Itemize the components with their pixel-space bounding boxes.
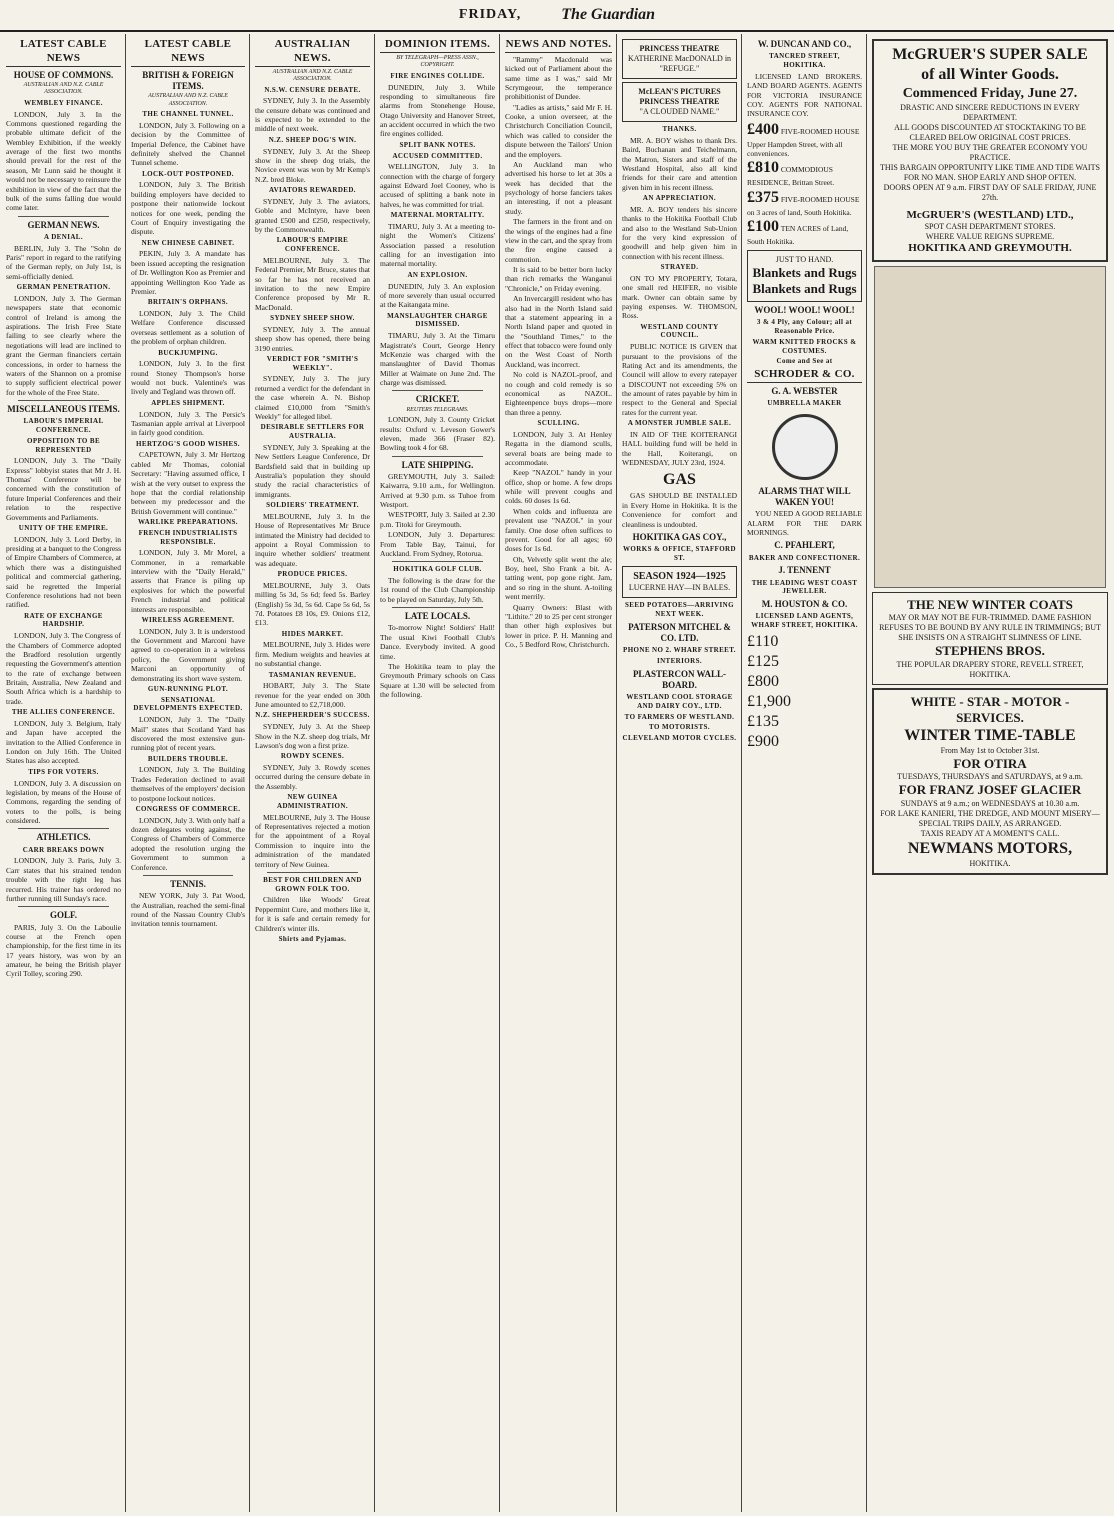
article-heading: LABOUR'S IMPERIAL CONFERENCE.: [23, 417, 104, 434]
otira-sub: TUESDAYS, THURSDAYS and SATURDAYS, at 9 a.m.: [897, 772, 1083, 782]
article-text: Quarry Owners: Blast with "Lithite." 20 to 25 per cent stronger than other high explosives but lower in price. P. H. Manning and Co., 5 Bedford Row, Christchurch.: [505, 602, 612, 649]
price: £375: [747, 188, 779, 206]
article-heading: RATE OF EXCHANGE HARDSHIP.: [24, 611, 103, 629]
divider: [392, 607, 483, 608]
coats-text: MAY OR MAY NOT BE FUR-TRIMMED. DAME FASHION REFUSES TO BE BOUND BY ANY RULE IN TRIMMINGS; BUT SHE INSISTS ON A STRAIGHT SLIMNESS OF LINE.: [879, 613, 1101, 643]
notice-heading: TO MOTORISTS.: [649, 723, 710, 732]
season-title: SEASON 1924—1925: [633, 570, 726, 582]
article-text: SYDNEY, July 3. Speaking at the New Settlers League Conference, Dr Bardsfield said that in building up Australia's population they should study the racial characteristics of immigrants.: [255, 442, 370, 499]
article-text: LONDON, July 3. County Cricket results: Oxford v. Leveson Gower's eleven, made 366 (Fraser 82). Bowling took 4 for 68.: [380, 415, 495, 453]
coats-title: THE NEW WINTER COATS: [907, 597, 1073, 612]
article-heading: CONGRESS OF COMMERCE.: [135, 804, 241, 813]
mcgruer-text: DOORS OPEN AT 9 a.m. FIRST DAY OF SALE FRIDAY, JUNE 27th.: [883, 182, 1097, 202]
mcgruer-sale-ad: [872, 39, 1108, 262]
article-text: LONDON, July 3. At Henley Regatta in the diamond sculls, several boats are being made to accommodate.: [505, 429, 612, 467]
source-line: AUSTRALIAN AND N.Z. CABLE ASSOCIATION.: [148, 93, 228, 107]
article-heading: SCULLING.: [537, 419, 580, 427]
article-text: SYDNEY, July 3. Rowdy scenes occurred during the censure debate in the Assembly.: [255, 763, 370, 791]
article-text: The Hokitika team to play the Greymouth Primary schools on Cass Square at 1.30 will be selected from the following.: [380, 661, 495, 699]
article-text: CAPETOWN, July 3. Mr Hertzog cabled Mr Thomas, colonial Secretary: "Having assumed office, I wish at the very outset to express the hope that the cordial relationship between my predecessor and the British Government will continue.": [131, 450, 245, 516]
mcgruer-text: THE MORE YOU BUY THE GREATER ECONOMY YOU PRACTICE.: [892, 142, 1088, 162]
white-star-title: WHITE - STAR - MOTOR - SERVICES.: [910, 693, 1070, 725]
article-heading: WEMBLEY FINANCE.: [24, 98, 103, 107]
article-heading: HERTZOG'S GOOD WISHES.: [136, 439, 240, 448]
article-heading: ROWDY SCENES.: [280, 752, 345, 761]
article-heading: LOCK-OUT POSTPONED.: [142, 169, 234, 178]
notice-text: MR. A. BOY tenders his sincere thanks to the Hokitika Football Club and also to the Westland Sub-Union for the very kind expression of goodwill and help given him in connection with his recent illness.: [622, 204, 737, 261]
mcgruer-title3: Commenced Friday, June 27.: [902, 86, 1078, 101]
section-heading: HOUSE OF COMMONS.: [13, 69, 114, 80]
article-text: PEKIN, July 3. A mandate has been issued accepting the resignation of Dr. Wellington Koo as Premier and appointing Wellington Koo Yade as Premier.: [131, 249, 245, 296]
notice-heading: SEED POTATOES—ARRIVING NEXT WEEK.: [625, 601, 734, 618]
article-text: LONDON, July 3. In the first round Stoney Thompson's horse would not buck. Valentine's was lively and Tegland was thrown off.: [131, 359, 245, 397]
article-heading: TASMANIAN REVENUE.: [268, 670, 357, 679]
product-name: PLASTERCON WALL-BOARD.: [632, 668, 727, 690]
article-text: The following is the draw for the 1st round of the Club Championship to be played on Saturday, July 5th.: [380, 576, 495, 604]
mcgruer-text: THIS BARGAIN OPPORTUNITY LIKE TIME AND TIDE WAITS FOR NO MAN. SHOP EARLY AND SHOP OFTEN.: [880, 162, 1100, 182]
article-text: TIMARU, July 3. At a meeting to-night the Women's Citizens' Association passed a resolution calling for an investigation into maternal mortality.: [380, 221, 495, 269]
article-text: Oh, Velvetly split went the ale; Boy, heel, Sho Frank a bit. A-tatting went, pop gone right. Jam, and so ring in the shunt. A-toiling went merrily.: [505, 554, 612, 602]
property-listing: [747, 217, 862, 246]
article-text: WESTPORT, July 3. Sailed at 2.30 p.m. Titoki for Greymouth.: [380, 510, 495, 529]
mcgruer-title: McGRUER'S SUPER SALE: [892, 46, 1088, 63]
property-desc: COMMODIOUS RESIDENCE, Brittan Street.: [747, 165, 835, 188]
section-heading: LATE LOCALS.: [404, 611, 471, 622]
article-text: SYDNEY, July 3. At the Sheep show in the sheep dog trials, the Novice event was won by Mr Kemp's N.Z. bred Bloke.: [255, 146, 370, 184]
article-text: PARIS, July 3. On the Laboulie course at the French open championship, for the first time in its 17 years history, was won by an amateur, he being the British player Cyril Tolley, scoring 290.: [6, 922, 121, 979]
section-heading: TENNIS.: [170, 878, 206, 889]
section-heading: LATE SHIPPING.: [401, 459, 474, 470]
article-text: The farmers in the front and on the wings of the engines had a fine view in the cart, and the spray from the fire engine caused a commotion.: [505, 217, 612, 264]
article-heading: VERDICT FOR "SMITH'S WEEKLY".: [266, 354, 359, 372]
article-heading: PRODUCE PRICES.: [277, 570, 348, 578]
price: £1,900: [747, 692, 791, 710]
divider: [267, 872, 358, 873]
divider: [18, 216, 109, 217]
section-heading: GERMAN NEWS.: [27, 219, 100, 230]
article-text: LONDON, July 3. Departures: From Table Bay, Tainui, for Auckland. From Sydney, Rotorua.: [380, 530, 495, 558]
mcgruer-ltd-sub: HOKITIKA AND GREYMOUTH.: [908, 242, 1072, 255]
franz-title: FOR FRANZ JOSEF GLACIER: [898, 782, 1082, 798]
article-text: An Auckland man who advertised his horse to let at 30s a week has decided that the psychology of horse fanciers takes an interesting, if not a pleasant study.: [505, 159, 612, 216]
article-heading: NEW GUINEA ADMINISTRATION.: [276, 793, 349, 810]
notice-heading: THANKS.: [662, 125, 697, 133]
article-text: Keep "NAZOL" handy in your office, shop or home. A few drops while will prevent coughs and colds. 60 doses 1s 6d.: [505, 468, 612, 506]
article-heading: HIDES MARKET.: [281, 629, 344, 638]
article-text: WELLINGTON, July 3. In connection with the charge of forgery against Edward Joel Cooney, who is accused of splitting a bank note in halves, he was committed for trial.: [380, 162, 495, 209]
article-heading: SPLIT BANK NOTES.: [399, 140, 476, 149]
notice-heading: WESTLAND COUNTY COUNCIL.: [640, 322, 719, 340]
source-line: REUTERS TELEGRAMS.: [406, 406, 469, 413]
company-name: M. HOUSTON & CO.: [761, 599, 848, 610]
ad-text: YOU NEED A GOOD RELIABLE ALARM FOR THE DARK MORNINGS.: [747, 509, 862, 537]
theatre-line: KATHERINE MacDONALD in "REFUGE.": [627, 54, 732, 73]
property-listing: [747, 120, 862, 159]
company-name: W. DUNCAN AND CO.,: [757, 39, 852, 49]
article-text: NEW YORK, July 3. Pat Wood, the Australian, reached the semi-final round of the Nassau Country Club's invitation tennis tournament.: [131, 891, 245, 929]
article-heading: BUILDERS TROUBLE.: [147, 754, 229, 763]
article-text: MELBOURNE, July 3. In the House of Representatives Mr Bruce intimated the Ministry had decided to appoint a Royal Commission to inquire whether soldiers' treatment was adequate.: [255, 511, 370, 568]
gas-company: HOKITIKA GAS COY.,: [632, 531, 727, 542]
company-sub: LICENSED LAND AGENTS, WHARF STREET, HOKITIKA.: [751, 612, 858, 630]
article-text: No cold is NAZOL-proof, and no cough and cold remedy is so economical as NAZOL. Eighteenpence buys drops—more than three a penny.: [505, 370, 612, 417]
article-text: MELBOURNE, July 3. Oats milling 5s 3d, 5s 6d; feed 5s. Barley (English) 5s 3d, 5s 6d. Cape 5s 6d, 5s 7d. Potatoes £8 10s, £9. Onions £12, £13.: [255, 580, 370, 628]
article-text: LONDON, July 3. The German newspapers state that economic control of Ireland is among the aspirations. The Irish Free State failing to see clearly where the negotiations will lead are inclined to grant the German financiers certain concessions, in order to harness the waters of the Shannon on a promise to supply sufficient electrical power for the whole of the Free State.: [6, 293, 121, 397]
column-heading: LATEST CABLE NEWS: [6, 38, 121, 67]
schroder-name: SCHRODER & CO.: [747, 368, 862, 383]
company-name: C. PFAHLERT,: [774, 540, 835, 551]
taxis-line: TAXIS READY AT A MOMENT'S CALL.: [920, 828, 1060, 838]
source-line: AUSTRALIAN AND N.Z. CABLE ASSOCIATION.: [23, 81, 104, 96]
article-heading: DESIRABLE SETTLERS FOR AUSTRALIA.: [260, 423, 365, 440]
property-desc: FIVE-ROOMED HOUSE Upper Hampden Street, with all conveniences.: [747, 126, 860, 158]
source-line: AUSTRALIAN AND N.Z. CABLE ASSOCIATION.: [272, 68, 353, 82]
column-australian-news: [251, 34, 375, 1512]
otira-title: FOR OTIRA: [953, 756, 1027, 771]
article-heading: WIRELESS AGREEMENT.: [141, 615, 235, 624]
article-text: LONDON, July 3. A discussion on legislation, by means of the House of Commons, regarding the sending of voters to the polls, is being considered.: [6, 778, 121, 825]
article-heading: BUCKJUMPING.: [158, 348, 218, 357]
blankets-intro: JUST TO HAND.: [775, 254, 834, 264]
theatre-ad: [622, 39, 737, 79]
winter-sub: From May 1st to October 31st.: [940, 746, 1040, 755]
pictures-name: McLEAN'S PICTURES PRINCESS THEATRE: [638, 87, 721, 106]
article-text: An Invercargill resident who has also had in the North Island said that a statement appearing in a North Island paper and quoted in the "Southland Times," to the effect that tobacco were found only on the West Coast of North Auckland, was incorrect.: [505, 294, 612, 369]
newmans-sub: HOKITIKA.: [969, 858, 1011, 868]
divider: [18, 906, 109, 907]
article-text: It is said to be better born lucky than rich remarks the Wanganui "Chronicle," on Friday evening.: [505, 265, 612, 293]
section-heading: BRITISH & FOREIGN ITEMS.: [142, 69, 234, 91]
article-text: MELBOURNE, July 3. The House of Representatives rejected a motion for the appointment of a Royal Commission to inquire into the administration of the mandated territory of New Guinea.: [255, 812, 370, 869]
notice-heading: A MONSTER JUMBLE SALE.: [627, 419, 732, 428]
article-text: TIMARU, July 3. At the Timaru Magistrate's Court, George Henry McKenzie was charged with the manslaughter of David Thomas Miller at Waimate on June 2nd. The charge was dismissed.: [380, 331, 495, 387]
ad-text: LICENSED LAND BROKERS. LAND BOARD AGENTS. AGENTS FOR VICTORIA INSURANCE COY. AGENTS FOR NATIONAL INSURANCE COY.: [747, 71, 862, 119]
article-text: SYDNEY, July 3. The jury returned a verdict for the defendant in the case wherein A. N. Bishop claimed £10,000 from "Smith's Weekly" for alleged libel.: [255, 374, 370, 421]
column-latest-cable-news: [2, 34, 126, 1512]
article-text: "Ladies as artists," said Mr F. H. Cooke, a union overseer, at the Christchurch Conciliation Council, which was called to consider the dispute between the Tailors' Union and the employers.: [505, 102, 612, 159]
divider: [18, 400, 109, 401]
article-text: SYDNEY, July 3. At the Sheep Show in the N.Z. sheep dog trials, Mr Lawson's dog won a first prize.: [255, 722, 370, 750]
come-line: Come and See at: [776, 357, 833, 366]
article-text: "Rammy" Macdonald was kicked out of Parliament about the same time as I was," said Mr Scrymgeour, the temperance prohibitionist of Dundee.: [505, 54, 612, 102]
mcgruer-text: DRASTIC AND SINCERE REDUCTIONS IN EVERY DEPARTMENT.: [900, 102, 1080, 122]
article-heading: MATERNAL MORTALITY.: [390, 211, 485, 220]
property-desc: TEN ACRES of Land, South Hokitika.: [747, 224, 849, 247]
article-text: MELBOURNE, July 3. Hides were firm. Medium weights and heavies at no substantial change.: [255, 640, 370, 669]
column-heading: NEWS AND NOTES.: [505, 38, 612, 53]
property-desc: FIVE-ROOMED HOUSE on 3 acres of land, South Hokitika.: [747, 194, 860, 217]
article-heading: OPPOSITION TO BE REPRESENTED: [26, 436, 101, 454]
wool-heading: WOOL! WOOL! WOOL!: [754, 305, 855, 315]
article-heading: THE CHANNEL TUNNEL.: [142, 110, 234, 118]
notice-text: GAS SHOULD BE INSTALLED in Every Home in Hokitika. It is the Convenience for comfort and cleanliness is undoubted.: [622, 491, 737, 529]
pictures-ad: [622, 82, 737, 122]
article-text: LONDON, July 3. Lord Derby, in presiding at a banquet to the Congress of Empire Chambers of Commerce, at which there was a distinguished political and commercial gathering, said he regretted the Imperial Conference resolutions had not been ratified.: [6, 534, 121, 610]
notice-text: PUBLIC NOTICE IS GIVEN that pursuant to the provisions of the Rating Act and its amendments, the Council will allow to every ratepayer a DISCOUNT not exceeding 5% on the amount of rates payable by him in respect to the General and Special rates for the current year.: [622, 342, 737, 417]
company-address: TANCRED STREET, HOKITIKA.: [769, 52, 840, 69]
frocks-heading: WARM KNITTED FROCKS & COSTUMES.: [752, 337, 857, 355]
winter-coats-ad: [872, 592, 1108, 685]
article-heading: AN EXPLOSION.: [407, 270, 468, 279]
article-text: LONDON, July 3. The Persic's Tasmanian apple arrival at Liverpool in fairly good condition.: [131, 409, 245, 438]
stephens-sub: THE POPULAR DRAPERY STORE, REVELL STREET, HOKITIKA.: [896, 659, 1084, 679]
gas-company-address: WORKS & OFFICE, STAFFORD ST.: [623, 545, 736, 562]
wool-sub: 3 & 4 Ply, any Colour; all at Reasonable Price.: [756, 318, 853, 335]
article-text: LONDON, July 3. Mr Morel, a Commoner, in a remarkable interview with the "Daily Herald," asserts that France is piling up explosives for which the powerful French industrial and political interests are responsible.: [131, 548, 245, 614]
article-text: HOBART, July 3. The State revenue for the year ended on 30th June amounted to £2,718,000.: [255, 681, 370, 709]
company-name: WESTLAND COOL STORAGE AND DAIRY COY., LTD.: [626, 693, 733, 710]
mcgruer-title2: of all Winter Goods.: [921, 66, 1059, 83]
article-heading: UNITY OF THE EMPIRE.: [18, 523, 109, 532]
section-heading: ATHLETICS.: [36, 832, 91, 843]
article-heading: A DENIAL.: [44, 232, 83, 241]
price: £135: [747, 712, 779, 730]
article-text: When colds and influenza are prevalent use "NAZOL" in your family. One dose often suffices to prevent. Good for all ages; 60 doses for 1s 6d.: [505, 506, 612, 554]
mcgruer-ltd-sub: WHERE VALUE REIGNS SUPREME.: [925, 232, 1055, 242]
article-heading: N.S.W. CENSURE DEBATE.: [264, 85, 361, 94]
section-heading: CRICKET.: [415, 394, 460, 405]
divider: [18, 828, 109, 829]
notice-heading: TO FARMERS OF WESTLAND.: [624, 712, 735, 721]
notice-heading: STRAYED.: [660, 263, 699, 271]
article-heading: SOLDIERS' TREATMENT.: [266, 501, 359, 509]
property-listing: [747, 188, 862, 217]
divider: [392, 561, 483, 562]
article-heading: AVIATORS REWARDED.: [269, 186, 356, 194]
mcgruer-ltd-sub: SPOT CASH DEPARTMENT STORES.: [924, 222, 1056, 232]
season-ad: [622, 566, 737, 599]
divider: [143, 875, 233, 876]
section-heading: GOLF.: [50, 910, 77, 921]
article-heading: N.Z. SHEEP DOG'S WIN.: [268, 135, 357, 144]
section-heading: MISCELLANEOUS ITEMS.: [7, 404, 120, 414]
article-text: SYDNEY, July 3. The aviators, Goble and McIntyre, have been granted £500 and £250, respectively, by the Commonwealth.: [255, 196, 370, 234]
blankets-title: Blankets and Rugs: [752, 264, 857, 280]
article-text: DUNEDIN, July 3. An explosion of more severely than usual occurred at the Kaitangata mine.: [380, 281, 495, 310]
article-text: LONDON, July 3. In the Commons questioned regarding the probable ultimate deficit of the Wembley Exhibition, if the weekly average of the first two months should prevail for the rest of the season, Mr Lunn said he thought it would not be necessary to reinsure the exhibition in view of the fact that the bulk of the sums falling due would come later.: [6, 109, 121, 213]
article-heading: ACCUSED COMMITTED.: [392, 151, 483, 160]
article-heading: FIRE ENGINES COLLIDE.: [390, 71, 485, 80]
article-text: LONDON, July 3. It is understood the Government and Marconi have agreed to co-operation in a wireless policy, the Government giving Marconi an opportunity of demonstrating its short wave system.: [131, 626, 245, 683]
article-heading: SENSATIONAL DEVELOPMENTS EXPECTED.: [133, 695, 243, 713]
article-heading: CARR BREAKS DOWN: [22, 845, 105, 854]
company-name: G. A. WEBSTER: [771, 385, 838, 396]
article-text: GREYMOUTH, July 3. Sailed: Kaiwarra, 9.10 a.m., for Wellington. Arrived at 9.30 p.m. ss Tuhoe from Westport.: [380, 471, 495, 509]
article-heading: MANSLAUGHTER CHARGE DISMISSED.: [387, 311, 488, 329]
column-heading: AUSTRALIAN NEWS.: [255, 38, 370, 67]
notice-text: IN AID OF THE KOITERANGI HALL building fund will be held in the Hall, Koiterangi, on WEDNESDAY, JULY 23rd, 1924.: [622, 429, 737, 467]
source-line: BY TELEGRAPH—PRESS ASSN., COPYRIGHT.: [396, 54, 479, 69]
notice-heading: INTERIORS.: [656, 656, 703, 665]
article-text: LONDON, July 3. The British building employers have decided to postpone their nationwide lockout notices for one week, pending the Court of Enquiry investigating the dispute.: [131, 180, 245, 237]
article-heading: N.Z. SHEPHERDER'S SUCCESS.: [255, 711, 370, 720]
gas-heading: GAS: [663, 471, 696, 489]
ad-heading: Shirts and Pyjamas.: [278, 934, 347, 943]
kanieri-line: FOR LAKE KANIERI, THE DREDGE, AND MOUNT MISERY—SPECIAL TRIPS DAILY, AS ARRANGED.: [880, 808, 1100, 828]
divider: [392, 456, 483, 457]
ad-heading: BEST FOR CHILDREN AND GROWN FOLK TOO.: [263, 875, 362, 893]
article-text: LONDON, July 3. The Building Trades Federation declined to avail themselves of the employers' decision to postpone lockout notices.: [131, 765, 245, 803]
column-british-foreign: [127, 34, 250, 1512]
article-text: LONDON, July 3. Belgium, Italy and Japan have accepted the invitation to the Allied Conference in London on July 16th. The United States has also accepted.: [6, 718, 121, 766]
article-heading: FRENCH INDUSTRIALISTS RESPONSIBLE.: [138, 528, 238, 546]
column-notices: [618, 34, 742, 1512]
stephens-name: STEPHENS BROS.: [935, 643, 1045, 659]
column-dominion-items: [376, 34, 500, 1512]
mcgruer-ltd: McGRUER'S (WESTLAND) LTD.,: [906, 208, 1074, 221]
alarm-clock-icon: [772, 414, 838, 480]
divider: [392, 390, 483, 391]
article-heading: THE ALLIES CONFERENCE.: [11, 708, 116, 717]
company-sub: THE LEADING WEST COAST JEWELLER.: [751, 578, 858, 596]
masthead: [0, 0, 1114, 32]
article-text: MELBOURNE, July 3. The Federal Premier, Mr Bruce, states that so far he has not received an invitation to the new Empire Conference proposed by Mr R. MacDonald.: [255, 255, 370, 312]
article-heading: LABOUR'S EMPIRE CONFERENCE.: [276, 236, 349, 253]
article-text: LONDON, July 3. The "Daily Express" lobbyist states that Mr J. H. Thomas' Conference will be concerned with the constitution of future Imperial Conferences and their relation to the respective Governments and Parliaments.: [6, 456, 121, 522]
article-heading: HOKITIKA GOLF CLUB.: [393, 565, 482, 574]
notice-text: ON TO MY PROPERTY, Totara, one small red HEIFER, no visible mark. Owner can obtain same by paying expenses. W. THOMSON, Ross.: [622, 273, 737, 321]
article-heading: APPLES SHIPMENT.: [151, 398, 225, 407]
price: £110: [747, 632, 779, 650]
article-text: DUNEDIN, July 3. While responding to simultaneous fire alarms from Stonehenge House, Otago University and Hanover Street, an accident occurred in which the two fire engines collided.: [380, 82, 495, 139]
company-sub: BAKER AND CONFECTIONER.: [748, 553, 861, 562]
article-text: LONDON, July 3. With only half a dozen delegates voting against, the Congress of Chambers of Commerce adopted the resolution urging the Government to summon a Conference.: [131, 815, 245, 872]
article-heading: NEW CHINESE CABINET.: [141, 238, 235, 247]
mcgruer-text: ALL GOODS DISCOUNTED AT STOCKTAKING TO BE CLEARED BELOW ORIGINAL COST PRICES.: [894, 122, 1086, 142]
price: £100: [747, 218, 779, 236]
article-text: LONDON, July 3. The Child Welfare Conference discussed overseas settlement as a solution of the problem of orphan children.: [131, 309, 245, 347]
pictures-line: "A CLOUDED NAME.": [639, 107, 720, 116]
masthead-day: FRIDAY,: [458, 7, 522, 22]
company-name: PATERSON MITCHEL & CO. LTD.: [628, 621, 731, 643]
price: £125: [747, 652, 779, 670]
price: £800: [747, 672, 779, 690]
masthead-title: The Guardian: [561, 6, 656, 23]
article-heading: GERMAN PENETRATION.: [16, 283, 111, 292]
article-heading: GUN-RUNNING PLOT.: [147, 684, 229, 693]
article-text: LONDON, July 3. The Congress of the Chambers of Commerce adopted the Bradford resolution urgently requesting the Government's attention to the rate of exchange between Britain, Australia, New Zealand and South Africa which is a hardship to trade.: [6, 631, 121, 706]
column-heading: LATEST CABLE NEWS: [131, 38, 245, 67]
article-text: LONDON, July 3. Paris, July 3. Carr states that his strained tendon trouble with the right leg has recurred. His trainer has ordered no further running till Sunday's race.: [6, 856, 121, 903]
company-address: PHONE NO 2. WHARF STREET.: [623, 646, 736, 655]
article-heading: WARLIKE PREPARATIONS.: [138, 518, 238, 526]
notice-heading: AN APPRECIATION.: [642, 194, 717, 202]
article-heading: SYDNEY SHEEP SHOW.: [270, 314, 355, 322]
column-heading: DOMINION ITEMS.: [380, 38, 495, 53]
alarms-heading: ALARMS THAT WILL WAKEN YOU!: [758, 485, 851, 507]
article-text: SYDNEY, July 3. The annual sheep show has opened, there being 3190 entries.: [255, 324, 370, 353]
article-text: SYDNEY, July 3. In the Assembly the censure debate was continued and is expected to be extended to the middle of next week.: [255, 96, 370, 134]
price: £900: [747, 732, 779, 750]
article-text: LONDON, July 3. The "Daily Mail" states that Scotland Yard has discovered the most extensive gun-running plot of recent years.: [131, 715, 245, 753]
column-large-ads: [868, 34, 1112, 1512]
ad-text: Children like Woods' Great Peppermint Cure, and mothers like it, for it is safe and certain remedy for Children's winter ills.: [255, 895, 370, 933]
article-heading: BRITAIN'S ORPHANS.: [147, 298, 229, 307]
white-star-ad: [872, 688, 1108, 875]
winter-title: WINTER TIME-TABLE: [904, 727, 1076, 744]
property-listing: [747, 158, 862, 187]
illustration: [874, 266, 1106, 588]
article-text: LONDON, July 3. Following on a decision by the Committee of Imperial Defence, the Cabinet have definitely shelved the Channel Tunnel scheme.: [131, 120, 245, 168]
blankets-ad: [747, 250, 862, 303]
franz-sub: SUNDAYS at 9 a.m.; on WEDNESDAYS at 10.30 a.m.: [900, 798, 1080, 808]
notice-text: MR. A. BOY wishes to thank Drs. Baird, Buchanan and Teichelmann, the Matron, Sisters and staff of the Westland Hospital, also all kind friends for their care and attention given him in his recent illness.: [622, 135, 737, 192]
newmans-name: NEWMANS MOTORS,: [907, 839, 1073, 857]
column-adverts: [743, 34, 867, 1512]
column-news-and-notes: [501, 34, 617, 1512]
company-name: J. TENNENT: [778, 565, 831, 576]
company-sub: UMBRELLA MAKER: [767, 399, 842, 407]
blankets-title-repeat: Blankets and Rugs: [752, 280, 857, 296]
article-heading: TIPS FOR VOTERS.: [28, 767, 99, 776]
lucerne-line: LUCERNE HAY—IN BALES.: [628, 583, 731, 593]
price: £400: [747, 120, 779, 138]
article-text: To-morrow Night! Soldiers' Hall! The usual Kiwi Football Club's Dance. Everybody invited. A good time.: [380, 623, 495, 661]
notice-heading: CLEVELAND MOTOR CYCLES.: [622, 734, 737, 743]
price: £810: [747, 159, 779, 177]
theatre-name: PRINCESS THEATRE: [639, 44, 720, 53]
article-text: BERLIN, July 3. The "Sohn de Paris" report in regard to the ratifying of the German reply, on July 1st, is semi-officially denied.: [6, 243, 121, 281]
